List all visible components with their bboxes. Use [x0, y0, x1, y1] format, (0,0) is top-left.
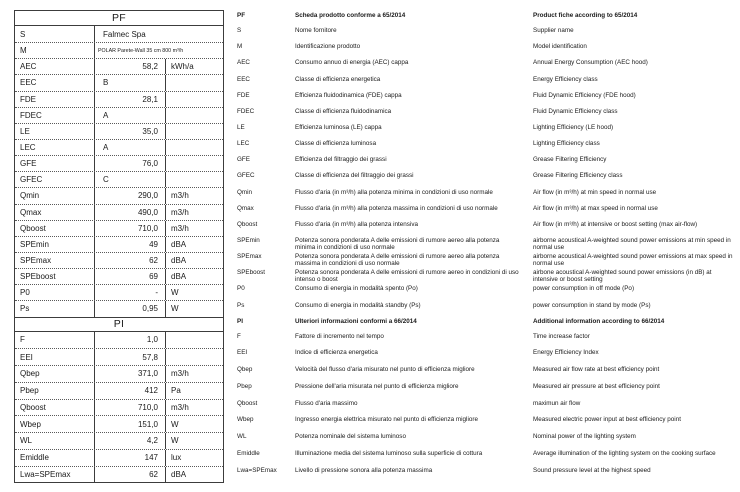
param-code-cell: SPEboost: [15, 269, 95, 284]
param-unit-cell: [166, 124, 223, 139]
description-code: EEC: [237, 75, 250, 83]
param-code-cell: EEC: [15, 75, 95, 90]
table-section-header-pf: [15, 11, 223, 26]
description-row: [237, 431, 734, 448]
description-en: Additional information according to 66/2014: [533, 317, 665, 325]
description-en: Fluid Dynamic Efficiency class: [533, 107, 618, 115]
description-it: Flusso d'aria (in m³/h) alla potenza massima in condizioni di uso normale: [295, 204, 498, 212]
description-code: FDE: [237, 91, 250, 99]
param-code-cell: Qboost: [15, 221, 95, 236]
description-en: Sound pressure level at the highest speed: [533, 466, 651, 474]
description-it: Illuminazione media del sistema luminoso sulla superficie di cottura: [295, 449, 483, 457]
description-en: Nominal power of the lighting system: [533, 433, 636, 441]
description-it: Efficienza fluidodinamica (FDE) cappa: [295, 91, 402, 99]
description-row: [237, 90, 734, 106]
description-code: GFE: [237, 156, 250, 164]
table-row: [15, 26, 223, 42]
description-code: Lwa=SPEmax: [237, 466, 277, 474]
description-en: Grease Filtering Efficiency: [533, 156, 607, 164]
param-code-cell: AEC: [15, 59, 95, 74]
description-row: [237, 251, 734, 267]
table-row: [15, 155, 223, 171]
param-value-cell: B: [95, 75, 166, 90]
description-code: Qmin: [237, 188, 253, 196]
param-value-cell: 412: [95, 383, 166, 399]
description-it: Ulteriori informazioni conformi a 66/2014: [295, 317, 417, 325]
param-value-cell: 710,0: [95, 400, 166, 416]
description-row: [237, 57, 734, 73]
description-it: Flusso d'aria (in m³/h) alla potenza minima in condizioni di uso normale: [295, 188, 493, 196]
table-row: [15, 91, 223, 107]
table-row: [15, 58, 223, 74]
description-it: Velocità del flusso d'aria misurato nel punto di efficienza migliore: [295, 366, 475, 374]
description-it: Consumo annuo di energia (AEC) cappa: [295, 59, 409, 67]
table-row: [15, 204, 223, 220]
description-it: Efficienza del filtraggio dei grassi: [295, 156, 387, 164]
param-code-cell: LE: [15, 124, 95, 139]
param-code-cell: F: [15, 332, 95, 349]
description-en: airborne acoustical A-weighted sound power emissions at max speed in normal use: [533, 253, 733, 268]
description-code: WL: [237, 433, 247, 441]
description-row: [237, 154, 734, 170]
description-en: Annual Energy Consumption (AEC hood): [533, 59, 648, 67]
description-code: EEI: [237, 349, 248, 357]
description-row: [237, 219, 734, 235]
description-en: Measured electric power input at best efficiency point: [533, 416, 681, 424]
description-code: GFEC: [237, 172, 255, 180]
description-code: Ps: [237, 301, 245, 309]
description-en: Air flow (in m³/h) at intensive or boost setting (max air-flow): [533, 220, 698, 228]
param-code-cell: Qmax: [15, 205, 95, 220]
description-row: [237, 448, 734, 465]
description-code: M: [237, 43, 243, 51]
param-unit-cell: lux: [171, 453, 182, 463]
description-row: [237, 347, 734, 364]
description-code: Emiddle: [237, 449, 260, 457]
description-en: Product fiche according to 65/2014: [533, 12, 638, 20]
description-header-row-pi: [237, 316, 734, 331]
description-it: Nome fornitore: [295, 27, 337, 35]
param-value-cell: C: [95, 172, 166, 187]
description-code: Qboost: [237, 220, 258, 228]
param-code-cell: Pbep: [15, 383, 95, 399]
description-en: Lighting Efficiency (LE hood): [533, 124, 614, 132]
param-unit-cell: [166, 349, 223, 365]
description-en: Grease Filtering Efficiency class: [533, 172, 623, 180]
description-it: Consumo di energia in modalità standby (Ps): [295, 301, 421, 309]
param-value-cell: 69: [95, 269, 166, 284]
description-it: Classe di efficienza energetica: [295, 75, 381, 83]
description-en: Time increase factor: [533, 332, 590, 340]
param-unit-cell: m3/h: [171, 402, 189, 412]
description-it: Identificazione prodotto: [295, 43, 361, 51]
param-unit-cell: [166, 172, 223, 187]
description-row: [237, 364, 734, 381]
param-value-cell: 62: [95, 253, 166, 268]
table-row: [15, 284, 223, 300]
description-row: [237, 331, 734, 348]
description-row: [237, 381, 734, 398]
description-code: Qboost: [237, 399, 258, 407]
description-en: Measured air pressure at best efficiency point: [533, 382, 660, 390]
description-en: Supplier name: [533, 27, 574, 35]
description-code: AEC: [237, 59, 250, 67]
description-it: Consumo di energia in modalità spento (Po): [295, 285, 418, 293]
table-row: [15, 252, 223, 268]
param-code-cell: Lwa=SPEmax: [15, 467, 95, 483]
description-en: Fluid Dynamic Efficiency (FDE hood): [533, 91, 636, 99]
param-unit-cell: Pa: [171, 386, 181, 396]
description-en: power consumption in off mode (Po): [533, 285, 635, 293]
param-value-cell: 290,0: [95, 188, 166, 203]
description-en: airborne acoustical A-weighted sound power emissions at min speed in normal use: [533, 237, 731, 251]
table-row: [15, 415, 223, 432]
table-row: [15, 332, 223, 349]
param-value-cell: 76,0: [95, 156, 166, 171]
param-unit-cell: [166, 332, 223, 349]
table-row: [15, 348, 223, 365]
table-row: [15, 187, 223, 203]
description-row: [237, 25, 734, 41]
param-unit-cell: [166, 75, 223, 90]
description-row: [237, 414, 734, 431]
table-row: [15, 365, 223, 382]
table-row: [15, 139, 223, 155]
description-it: Ingresso energia elettrica misurato nel punto di efficienza migliore: [295, 416, 478, 424]
description-it: Indice di efficienza energetica: [295, 349, 378, 357]
description-it: Potenza sonora ponderata A delle emissioni di rumore aereo alla potenza massima in condizioni di uso normale: [295, 253, 500, 268]
description-code: SPEmin: [237, 237, 260, 245]
table-row: [15, 382, 223, 399]
param-value-cell: 58,2: [95, 59, 166, 74]
param-unit-cell: kWh/a: [171, 62, 194, 72]
description-it: Flusso d'aria massimo: [295, 399, 358, 407]
param-value-cell: 371,0: [95, 366, 166, 382]
description-it: Livello di pressione sonora alla potenza massima: [295, 466, 433, 474]
description-it: Scheda prodotto conforme a 65/2014: [295, 12, 406, 20]
description-en: Energy Efficiency Index: [533, 349, 599, 357]
description-code: P0: [237, 285, 245, 293]
param-value-cell: 710,0: [95, 221, 166, 236]
param-code-cell: Qbep: [15, 366, 95, 382]
description-row: [237, 41, 734, 57]
description-row: [237, 122, 734, 138]
description-en: Model identification: [533, 43, 587, 51]
description-code: Qbep: [237, 366, 253, 374]
param-value-cell: POLAR Parete-Wall 35 cm 800 m³/h: [98, 47, 184, 54]
param-code-cell: M: [15, 43, 95, 58]
description-row: [237, 235, 734, 251]
param-value-cell: 147: [95, 450, 166, 466]
param-unit-cell: W: [171, 436, 179, 446]
description-it: Fattore di incremento nel tempo: [295, 332, 384, 340]
param-unit-cell: [166, 140, 223, 155]
param-unit-cell: m3/h: [171, 369, 189, 379]
param-value-cell: 57,8: [95, 349, 166, 365]
table-row: [15, 123, 223, 139]
param-value-cell: -: [95, 285, 166, 300]
param-unit-cell: [166, 92, 223, 107]
table-section-header-pi: [15, 317, 223, 332]
description-it: Classe di efficienza fluidodinamica: [295, 107, 392, 115]
description-en: Air flow (in m³/h) at min speed in normal use: [533, 188, 657, 196]
description-it: Pressione dell'aria misurata nel punto di efficienza migliore: [295, 382, 459, 390]
description-it: Classe di efficienza luminosa: [295, 140, 377, 148]
table-row: [15, 74, 223, 90]
param-code-cell: Ps: [15, 301, 95, 316]
description-row: [237, 106, 734, 122]
param-value-cell: Falmec Spa: [103, 29, 146, 39]
table-row: [15, 171, 223, 187]
product-fiche-table: [14, 10, 224, 483]
description-code: Wbep: [237, 416, 254, 424]
description-code: Pbep: [237, 382, 252, 390]
param-unit-cell: [166, 108, 223, 123]
descriptions-panel: [237, 10, 734, 481]
param-value-cell: A: [95, 108, 166, 123]
param-value-cell: 4,2: [95, 433, 166, 449]
description-en: Air flow (in m³/h) at max speed in normal use: [533, 204, 658, 212]
param-code-cell: GFEC: [15, 172, 95, 187]
description-it: Potenza sonora ponderata A delle emissioni di rumore aereo in condizioni di uso intenso o boost: [295, 269, 519, 284]
description-code: SPEmax: [237, 253, 262, 261]
param-code-cell: Wbep: [15, 416, 95, 432]
param-unit-cell: [166, 156, 223, 171]
param-value-cell: 62: [95, 467, 166, 483]
param-code-cell: FDEC: [15, 108, 95, 123]
table-row: [15, 220, 223, 236]
description-code: PI: [237, 317, 243, 325]
param-unit-cell: m3/h: [171, 191, 189, 201]
description-code: LE: [237, 124, 245, 132]
description-it: Classe di efficienza del filtraggio dei grassi: [295, 172, 414, 180]
param-code-cell: P0: [15, 285, 95, 300]
description-code: LEC: [237, 140, 250, 148]
description-code: SPEboost: [237, 269, 266, 277]
param-unit-cell: dBA: [171, 469, 187, 479]
table-row: [15, 42, 223, 58]
param-unit-cell: dBA: [171, 272, 187, 282]
description-row: [237, 267, 734, 283]
param-unit-cell: W: [171, 288, 179, 298]
description-row: [237, 138, 734, 154]
table-row: [15, 236, 223, 252]
description-row: [237, 398, 734, 415]
param-value-cell: 28,1: [95, 92, 166, 107]
param-value-cell: 490,0: [95, 205, 166, 220]
description-code: S: [237, 27, 242, 35]
param-code-cell: Emiddle: [15, 450, 95, 466]
description-row: [237, 299, 734, 315]
param-value-cell: 35,0: [95, 124, 166, 139]
description-en: maximun air flow: [533, 399, 581, 407]
table-row: [15, 300, 223, 316]
param-unit-cell: m3/h: [171, 207, 189, 217]
description-en: power consumption in stand by mode (Ps): [533, 301, 651, 309]
description-code: PF: [237, 12, 246, 20]
description-row: [237, 186, 734, 202]
param-unit-cell: m3/h: [171, 223, 189, 233]
param-value-cell: 0,95: [95, 301, 166, 316]
param-code-cell: LEC: [15, 140, 95, 155]
table-row: [15, 268, 223, 284]
description-en: airbone acoustical A-weighted sound power emissions (in dB) at intensive or boost setting: [533, 269, 712, 284]
description-it: Potenza sonora ponderata A delle emissioni di rumore aereo alla potenza minima in condizioni di uso normale: [295, 237, 500, 251]
description-row: [237, 465, 734, 482]
description-code: F: [237, 332, 241, 340]
description-row: [237, 73, 734, 89]
param-unit-cell: W: [171, 304, 179, 314]
description-header-row-pf: [237, 10, 734, 25]
description-it: Potenza nominale del sistema luminoso: [295, 433, 406, 441]
table-row: [15, 399, 223, 416]
description-en: Measured air flow rate at best efficiency point: [533, 366, 660, 374]
param-value-cell: A: [95, 140, 166, 155]
param-unit-cell: dBA: [171, 256, 187, 266]
param-value-cell: 49: [95, 237, 166, 252]
description-row: [237, 170, 734, 186]
description-it: Flusso d'aria (in m³/h) alla potenza intensiva: [295, 220, 418, 228]
description-code: FDEC: [237, 107, 255, 115]
table-row: [15, 432, 223, 449]
param-code-cell: FDE: [15, 92, 95, 107]
section-title: PF: [111, 12, 127, 24]
param-code-cell: SPEmax: [15, 253, 95, 268]
section-title: PI: [113, 318, 125, 331]
description-en: Energy Efficiency class: [533, 75, 598, 83]
param-value-cell: 151,0: [95, 416, 166, 432]
table-row: [15, 449, 223, 466]
param-code-cell: EEI: [15, 349, 95, 365]
param-value-cell: 1,0: [95, 332, 166, 349]
table-row: [15, 466, 223, 483]
description-row: [237, 283, 734, 299]
description-en: Lighting Efficiency class: [533, 140, 600, 148]
param-code-cell: Qmin: [15, 188, 95, 203]
table-row: [15, 107, 223, 123]
param-code-cell: GFE: [15, 156, 95, 171]
param-code-cell: Qboost: [15, 400, 95, 416]
description-code: Qmax: [237, 204, 254, 212]
param-code-cell: WL: [15, 433, 95, 449]
param-unit-cell: W: [171, 419, 179, 429]
param-unit-cell: dBA: [171, 239, 187, 249]
description-row: [237, 203, 734, 219]
description-en: Average illumination of the lighting system on the cooking surface: [533, 449, 716, 457]
param-code-cell: S: [15, 26, 95, 42]
description-it: Efficienza luminosa (LE) cappa: [295, 124, 382, 132]
param-code-cell: SPEmin: [15, 237, 95, 252]
